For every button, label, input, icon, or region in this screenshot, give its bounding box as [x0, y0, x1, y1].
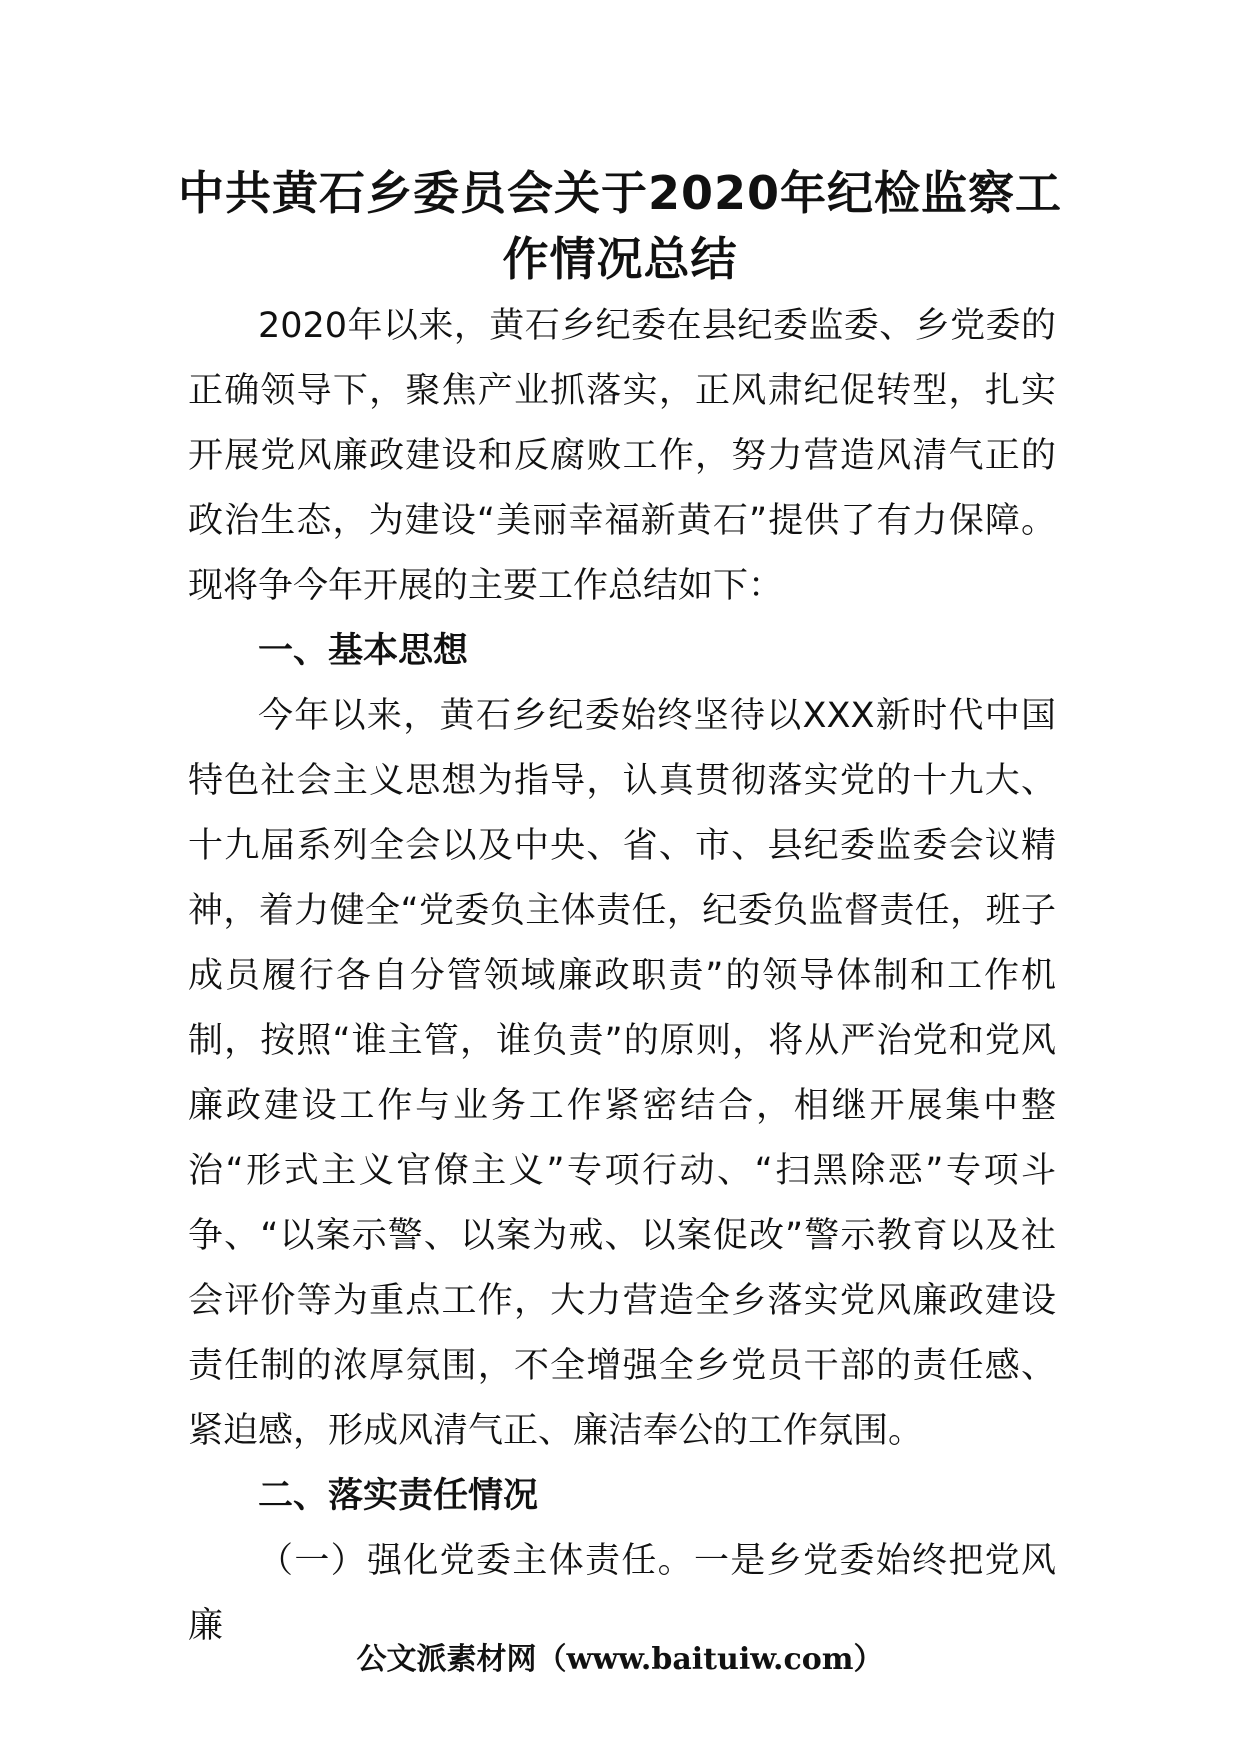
document-title: 中共黄石乡委员会关于2020年纪检监察工作情况总结 [177, 166, 1063, 286]
section-2-subsection-1: （一）强化党委主体责任。一是乡党委始终把党风廉 [188, 1541, 1056, 1646]
section-1-paragraph: 今年以来，黄石乡纪委始终坚待以XXX新时代中国特色社会主义思想为指导，认真贯彻落实党的十九大、十九届系列全会以及中央、省、市、县纪委监委会议精神，着力健全“党委负主体责任，纪委负监督责任，班子成员履行各自分管领域廉政职责”的领导体制和工作机制，按照“谁主管，谁负责”的原则，将从严治党和党风廉政建设工作与业务工作紧密结合，相继开展集中整治“形式主义官僚主义”专项行动、“扫黑除恶”专项斗争、“以案示警、以案为戒、以案促改”警示教育以及社会评价等为重点工作，大力营造全乡落实党风廉政建设责任制的浓厚氛围，不全增强全乡党员干部的责任感、紧迫感，形成风清气正、廉洁奉公的工作氛围。 [188, 696, 1056, 1451]
section-heading-1: 一、基本思想 [258, 631, 469, 671]
footer-watermark: 公文派素材网（www.baituiw.com） [356, 1642, 884, 1677]
intro-paragraph: 2020年以来，黄石乡纪委在县纪委监委、乡党委的正确领导下，聚焦产业抓落实，正风肃纪促转型，扎实开展党风廉政建设和反腐败工作，努力营造风清气正的政治生态，为建设“美丽幸福新黄石”提供了有力保障。现将争今年开展的主要工作总结如下： [188, 306, 1056, 606]
document-body [188, 294, 1056, 1659]
section-heading-2: 二、落实责任情况 [258, 1476, 539, 1516]
